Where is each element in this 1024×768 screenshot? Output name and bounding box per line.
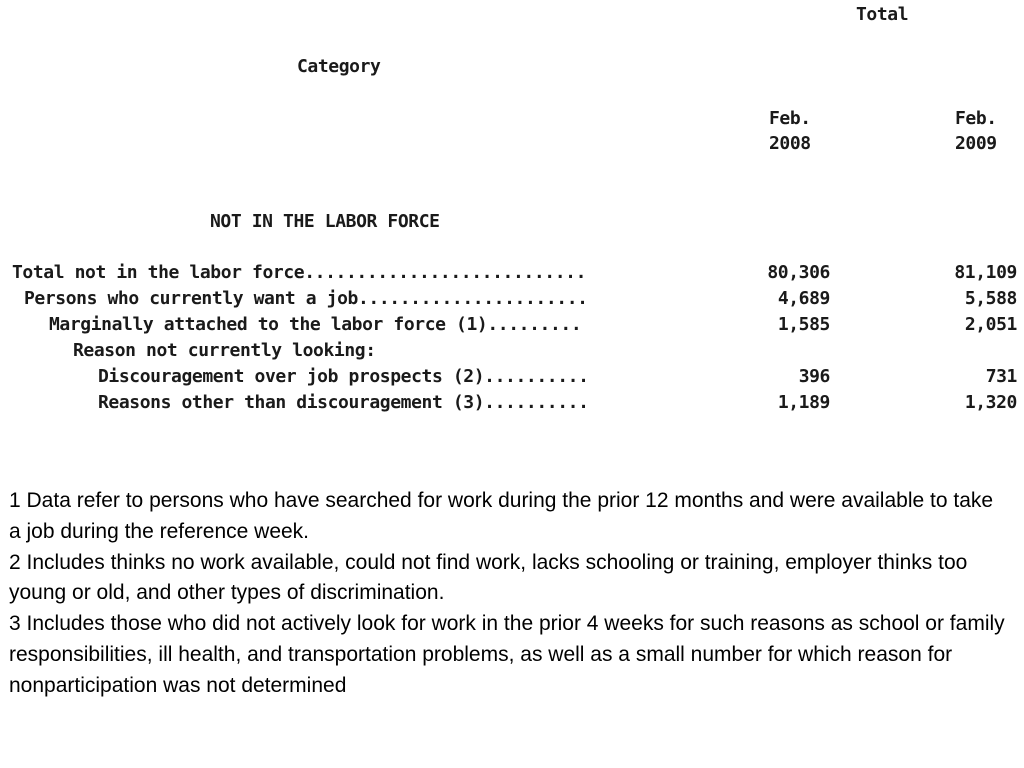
footnotes (9, 486, 1009, 702)
row-value-2008: 396 (798, 366, 830, 387)
col2-month: Feb. (955, 108, 997, 129)
row-value-2009: 5,588 (964, 288, 1017, 309)
header-category: Category (297, 56, 381, 77)
header-total: Total (856, 4, 909, 25)
footnote: 3 Includes those who did not actively look for work in the prior 4 weeks for such reasons as school or family responsibilities, ill health, and transportation problems, as well as a small number for which reason for nonparticipation was not determined (9, 612, 1005, 697)
footnote: 1 Data refer to persons who have searched for work during the prior 12 months and were available to take a job during the reference week. (9, 489, 994, 543)
col2-year: 2009 (955, 133, 997, 154)
footnote: 2 Includes thinks no work available, could not find work, lacks schooling or training, employer thinks too young or old, and other types of discrimination. (9, 550, 968, 605)
row-value-2009: 81,109 (954, 262, 1017, 283)
row-value-2008: 80,306 (767, 262, 830, 283)
row-label: Discouragement over job prospects (2).......... (98, 366, 589, 387)
col1-year: 2008 (769, 133, 811, 154)
row-label: Reasons other than discouragement (3).......... (98, 392, 589, 413)
row-label: Marginally attached to the labor force (1)......... (49, 314, 582, 335)
row-label: Total not in the labor force........................... (12, 262, 587, 283)
row-value-2008: 4,689 (777, 288, 830, 309)
row-value-2008: 1,189 (777, 392, 830, 413)
section-title: NOT IN THE LABOR FORCE (210, 211, 440, 232)
row-value-2009: 2,051 (964, 314, 1017, 335)
row-value-2008: 1,585 (777, 314, 830, 335)
row-label: Persons who currently want a job...................... (24, 288, 588, 309)
row-value-2009: 1,320 (964, 392, 1017, 413)
row-label: Reason not currently looking: (73, 340, 376, 361)
row-value-2009: 731 (985, 366, 1017, 387)
col1-month: Feb. (769, 108, 811, 129)
